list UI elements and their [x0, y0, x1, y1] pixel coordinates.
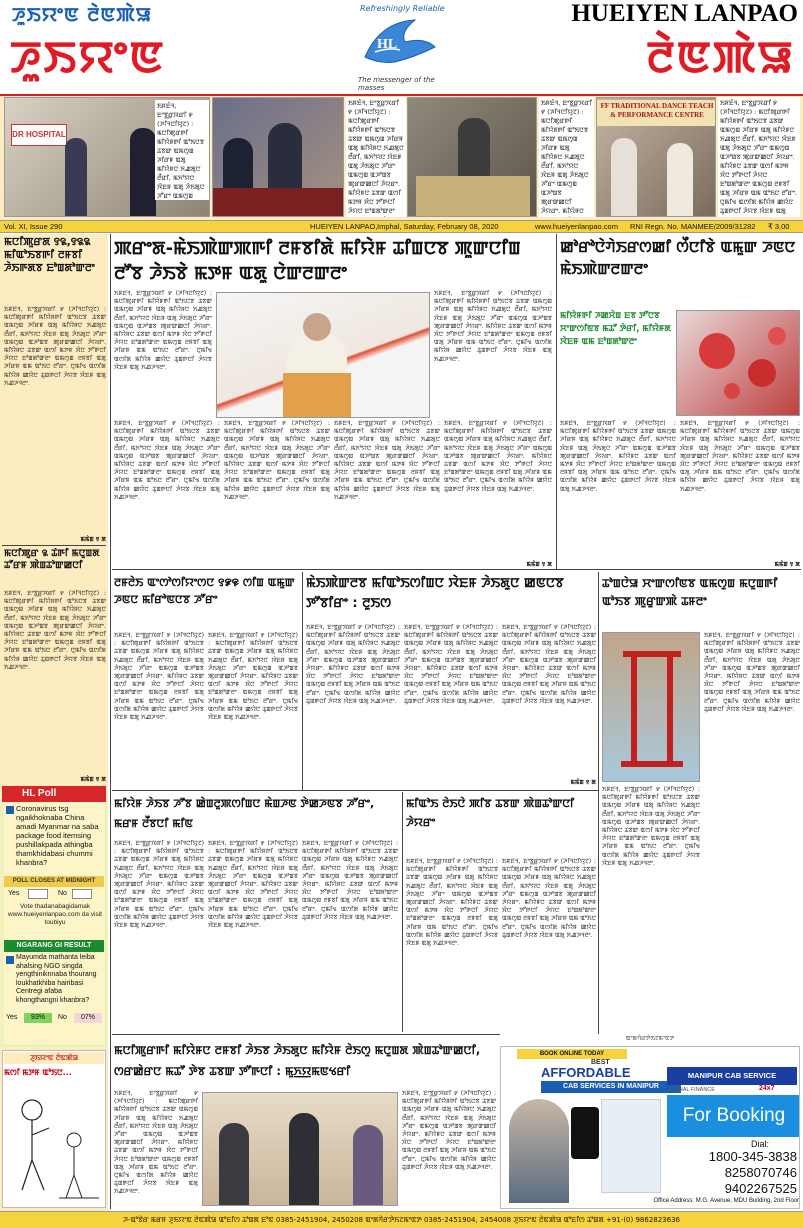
masthead-meitei-big-right: ꯂꯥꯟꯄꯥꯎ	[646, 32, 795, 83]
green-subhead: ꯃꯤꯌꯥꯝꯒꯤ ꯍꯀꯆꯥꯡ ꯐꯕ ꯇꯧꯅꯕ ꯆꯦꯛꯁꯤꯟꯕ ꯃꯊꯧ ꯇꯥꯔꯤ, ꯃꯤꯌꯥꯝꯗ ꯋꯥꯐꯝ ꯑꯃ ꯐꯣꯡꯗꯣꯛꯂꯦ	[560, 311, 671, 347]
byline: ꯃꯃꯥꯡ ꯱ ꯗ	[570, 779, 596, 786]
rni-number: RNI Regn. No. MANMEE/2009/31282	[630, 222, 756, 231]
seized-items	[416, 176, 530, 216]
speaker-head	[303, 313, 331, 341]
ad-phone-1[interactable]: 1800-345-3838	[708, 1149, 797, 1164]
left-story-2-body: ꯏꯝꯐꯥꯜ, ꯐꯦꯕ꯭ꯔꯨꯋꯔꯤ ꯸ (ꯍꯤꯜꯅꯤꯌꯨꯖ) : ꯃꯅꯤꯄꯨꯔꯒꯤ ꯃꯤꯌꯥꯝꯒꯤ ꯑꯣꯏꯅꯕ ꯊꯕꯛ ꯑꯃꯁꯨꯡ ꯍꯤꯔꯝ ꯑꯗꯨ ꯃꯤꯌꯥꯝꯅ ꯈꯉꯗꯨꯅ ꯂꯩꯔꯤ, ꯃꯈꯣꯌꯅ ꯋꯥꯐꯝ ꯑꯗꯨ ꯍꯥꯏꯗꯨꯅ ꯍꯧꯔꯦ ꯑꯃꯁꯨꯡ ꯑꯍꯣꯡꯕ ꯄꯨꯔꯛꯀꯅꯤ ꯍꯥꯌꯔꯦ. ꯃꯤꯌꯥꯝꯅ ꯊꯕꯛ ꯑꯁꯤ ꯃꯇꯝ ꯆꯥꯅ ꯇꯧꯒꯅꯤ ꯍꯥꯌꯅ ꯐꯣꯡꯗꯣꯛꯂꯦ ꯑꯃꯁꯨꯡ ꯂꯝꯕꯤ ꯑꯗꯨ ꯍꯤꯔꯝ ꯑꯃ ꯑꯣꯏꯅ ꯂꯧꯔꯦ. ꯅꯨꯃꯤꯠ ꯑꯁꯤꯗ ꯃꯤꯌꯥꯝ ꯀꯌꯥꯅ ꯊꯨꯡꯒꯅꯤ ꯍꯥꯌꯕ ꯋꯥꯐꯝ ꯑꯗꯨ ꯈꯉꯍꯜꯂꯦ.	[4, 590, 106, 671]
poll-vote-line[interactable]: Vote thadanabagidamak www.hueiyenlanpao.com da visit toubiyu	[8, 903, 102, 926]
poll-result-no-pct: 07%	[74, 1013, 102, 1023]
cartoon-header: ꯍꯨꯏꯌꯦꯟ ꯂꯥꯟꯄꯥꯎ	[4, 1052, 104, 1064]
bottom-headline: ꯃꯅꯤꯄꯨꯔꯒꯤ ꯃꯤꯌꯥꯝꯅ ꯂꯝꯕꯤ ꯍꯥꯏꯕ ꯍꯥꯏꯗꯨꯅ ꯃꯤꯌꯥꯝ ꯂꯥꯏꯁꯨ ꯃꯅꯨꯡꯗ ꯄꯥꯡꯊꯣꯛꯀꯅꯤ, ꯁꯔꯀꯥꯔꯅ ꯃꯊꯧ ꯇꯥꯕ ꯊꯕꯛ ꯇꯧꯒꯅꯤ : ꯃꯨꯈ꯭ꯌꯃꯟꯠꯔꯤ	[114, 1043, 481, 1078]
divider	[112, 569, 556, 570]
main-story-photo	[216, 292, 430, 418]
byline: ꯃꯃꯥꯡ ꯱ ꯗ	[774, 561, 800, 568]
poll-no-checkbox[interactable]	[72, 889, 92, 899]
ad-dial: Dial:	[751, 1139, 770, 1149]
person-figure	[353, 1125, 383, 1206]
divider	[112, 1034, 500, 1035]
mid-story-1-col1: ꯏꯝꯐꯥꯜ, ꯐꯦꯕ꯭ꯔꯨꯋꯔꯤ ꯸ (ꯍꯤꯜꯅꯤꯌꯨꯖ) : ꯃꯅꯤꯄꯨꯔꯒꯤ ꯃꯤꯌꯥꯝꯒꯤ ꯑꯣꯏꯅꯕ ꯊꯕꯛ ꯑꯃꯁꯨꯡ ꯍꯤꯔꯝ ꯑꯗꯨ ꯃꯤꯌꯥꯝꯅ ꯈꯉꯗꯨꯅ ꯂꯩꯔꯤ, ꯃꯈꯣꯌꯅ ꯋꯥꯐꯝ ꯑꯗꯨ ꯍꯥꯏꯗꯨꯅ ꯍꯧꯔꯦ ꯑꯃꯁꯨꯡ ꯑꯍꯣꯡꯕ ꯄꯨꯔꯛꯀꯅꯤ ꯍꯥꯌꯔꯦ. ꯃꯤꯌꯥꯝꯅ ꯊꯕꯛ ꯑꯁꯤ ꯃꯇꯝ ꯆꯥꯅ ꯇꯧꯒꯅꯤ ꯍꯥꯌꯅ ꯐꯣꯡꯗꯣꯛꯂꯦ ꯑꯃꯁꯨꯡ ꯂꯝꯕꯤ ꯑꯗꯨ ꯍꯤꯔꯝ ꯑꯃ ꯑꯣꯏꯅ ꯂꯧꯔꯦ. ꯅꯨꯃꯤꯠ ꯑꯁꯤꯗ ꯃꯤꯌꯥꯝ ꯀꯌꯥꯅ ꯊꯨꯡꯒꯅꯤ ꯍꯥꯌꯕ ꯋꯥꯐꯝ ꯑꯗꯨ ꯈꯉꯍꯜꯂꯦ.	[114, 632, 204, 722]
ad-map-icon	[601, 1099, 661, 1193]
bottom-story-col1: ꯏꯝꯐꯥꯜ, ꯐꯦꯕ꯭ꯔꯨꯋꯔꯤ ꯸ (ꯍꯤꯜꯅꯤꯌꯨꯖ) : ꯃꯅꯤꯄꯨꯔꯒꯤ ꯃꯤꯌꯥꯝꯒꯤ ꯑꯣꯏꯅꯕ ꯊꯕꯛ ꯑꯃꯁꯨꯡ ꯍꯤꯔꯝ ꯑꯗꯨ ꯃꯤꯌꯥꯝꯅ ꯈꯉꯗꯨꯅ ꯂꯩꯔꯤ, ꯃꯈꯣꯌꯅ ꯋꯥꯐꯝ ꯑꯗꯨ ꯍꯥꯏꯗꯨꯅ ꯍꯧꯔꯦ ꯑꯃꯁꯨꯡ ꯑꯍꯣꯡꯕ ꯄꯨꯔꯛꯀꯅꯤ ꯍꯥꯌꯔꯦ. ꯃꯤꯌꯥꯝꯅ ꯊꯕꯛ ꯑꯁꯤ ꯃꯇꯝ ꯆꯥꯅ ꯇꯧꯒꯅꯤ ꯍꯥꯌꯅ ꯐꯣꯡꯗꯣꯛꯂꯦ ꯑꯃꯁꯨꯡ ꯂꯝꯕꯤ ꯑꯗꯨ ꯍꯤꯔꯝ ꯑꯃ ꯑꯣꯏꯅ ꯂꯧꯔꯦ. ꯅꯨꯃꯤꯠ ꯑꯁꯤꯗ ꯃꯤꯌꯥꯝ ꯀꯌꯥꯅ ꯊꯨꯡꯒꯅꯤ ꯍꯥꯌꯕ ꯋꯥꯐꯝ ꯑꯗꯨ ꯈꯉꯍꯜꯂꯦ.	[114, 1090, 198, 1196]
person-figure	[289, 1113, 319, 1206]
phone-icon	[571, 1107, 599, 1159]
main-story-col3b: ꯏꯝꯐꯥꯜ, ꯐꯦꯕ꯭ꯔꯨꯋꯔꯤ ꯸ (ꯍꯤꯜꯅꯤꯌꯨꯖ) : ꯃꯅꯤꯄꯨꯔꯒꯤ ꯃꯤꯌꯥꯝꯒꯤ ꯑꯣꯏꯅꯕ ꯊꯕꯛ ꯑꯃꯁꯨꯡ ꯍꯤꯔꯝ ꯑꯗꯨ ꯃꯤꯌꯥꯝꯅ ꯈꯉꯗꯨꯅ ꯂꯩꯔꯤ, ꯃꯈꯣꯌꯅ ꯋꯥꯐꯝ ꯑꯗꯨ ꯍꯥꯏꯗꯨꯅ ꯍꯧꯔꯦ ꯑꯃꯁꯨꯡ ꯑꯍꯣꯡꯕ ꯄꯨꯔꯛꯀꯅꯤ ꯍꯥꯌꯔꯦ. ꯃꯤꯌꯥꯝꯅ ꯊꯕꯛ ꯑꯁꯤ ꯃꯇꯝ ꯆꯥꯅ ꯇꯧꯒꯅꯤ ꯍꯥꯌꯅ ꯐꯣꯡꯗꯣꯛꯂꯦ ꯑꯃꯁꯨꯡ ꯂꯝꯕꯤ ꯑꯗꯨ ꯍꯤꯔꯝ ꯑꯃ ꯑꯣꯏꯅ ꯂꯧꯔꯦ. ꯅꯨꯃꯤꯠ ꯑꯁꯤꯗ ꯃꯤꯌꯥꯝ ꯀꯌꯥꯅ ꯊꯨꯡꯒꯅꯤ ꯍꯥꯌꯕ ꯋꯥꯐꯝ ꯑꯗꯨ ꯈꯉꯍꯜꯂꯦ.	[334, 420, 440, 501]
ad-phone-2[interactable]: 8258070746	[724, 1165, 797, 1180]
ad-sub: IMPHAL FINANCE	[669, 1087, 715, 1093]
right-story-2-col: ꯏꯝꯐꯥꯜ, ꯐꯦꯕ꯭ꯔꯨꯋꯔꯤ ꯸ (ꯍꯤꯜꯅꯤꯌꯨꯖ) : ꯃꯅꯤꯄꯨꯔꯒꯤ ꯃꯤꯌꯥꯝꯒꯤ ꯑꯣꯏꯅꯕ ꯊꯕꯛ ꯑꯃꯁꯨꯡ ꯍꯤꯔꯝ ꯑꯗꯨ ꯃꯤꯌꯥꯝꯅ ꯈꯉꯗꯨꯅ ꯂꯩꯔꯤ, ꯃꯈꯣꯌꯅ ꯋꯥꯐꯝ ꯑꯗꯨ ꯍꯥꯏꯗꯨꯅ ꯍꯧꯔꯦ ꯑꯃꯁꯨꯡ ꯑꯍꯣꯡꯕ ꯄꯨꯔꯛꯀꯅꯤ ꯍꯥꯌꯔꯦ. ꯃꯤꯌꯥꯝꯅ ꯊꯕꯛ ꯑꯁꯤ ꯃꯇꯝ ꯆꯥꯅ ꯇꯧꯒꯅꯤ ꯍꯥꯌꯅ ꯐꯣꯡꯗꯣꯛꯂꯦ ꯑꯃꯁꯨꯡ ꯂꯝꯕꯤ ꯑꯗꯨ ꯍꯤꯔꯝ ꯑꯃ ꯑꯣꯏꯅ ꯂꯧꯔꯦ. ꯅꯨꯃꯤꯠ ꯑꯁꯤꯗ ꯃꯤꯌꯥꯝ ꯀꯌꯥꯅ ꯊꯨꯡꯒꯅꯤ ꯍꯥꯌꯕ ꯋꯥꯐꯝ ꯑꯗꯨ ꯈꯉꯍꯜꯂꯦ.	[704, 632, 800, 713]
masthead-meitei-small: ꯍꯨꯏꯌꯦꯟ ꯂꯥꯟꯄꯥꯎ	[12, 4, 152, 26]
mid-story-1-col2: ꯏꯝꯐꯥꯜ, ꯐꯦꯕ꯭ꯔꯨꯋꯔꯤ ꯸ (ꯍꯤꯜꯅꯤꯌꯨꯖ) : ꯃꯅꯤꯄꯨꯔꯒꯤ ꯃꯤꯌꯥꯝꯒꯤ ꯑꯣꯏꯅꯕ ꯊꯕꯛ ꯑꯃꯁꯨꯡ ꯍꯤꯔꯝ ꯑꯗꯨ ꯃꯤꯌꯥꯝꯅ ꯈꯉꯗꯨꯅ ꯂꯩꯔꯤ, ꯃꯈꯣꯌꯅ ꯋꯥꯐꯝ ꯑꯗꯨ ꯍꯥꯏꯗꯨꯅ ꯍꯧꯔꯦ ꯑꯃꯁꯨꯡ ꯑꯍꯣꯡꯕ ꯄꯨꯔꯛꯀꯅꯤ ꯍꯥꯌꯔꯦ. ꯃꯤꯌꯥꯝꯅ ꯊꯕꯛ ꯑꯁꯤ ꯃꯇꯝ ꯆꯥꯅ ꯇꯧꯒꯅꯤ ꯍꯥꯌꯅ ꯐꯣꯡꯗꯣꯛꯂꯦ ꯑꯃꯁꯨꯡ ꯂꯝꯕꯤ ꯑꯗꯨ ꯍꯤꯔꯝ ꯑꯃ ꯑꯣꯏꯅ ꯂꯧꯔꯦ. ꯅꯨꯃꯤꯠ ꯑꯁꯤꯗ ꯃꯤꯌꯥꯝ ꯀꯌꯥꯅ ꯊꯨꯡꯒꯅꯤ ꯍꯥꯌꯕ ꯋꯥꯐꯝ ꯑꯗꯨ ꯈꯉꯍꯜꯂꯦ.	[208, 632, 298, 722]
ad-phone-3[interactable]: 9402267525	[724, 1181, 797, 1196]
hospital-sign: DR HOSPITAL	[11, 124, 67, 146]
right-story-2-col2: ꯏꯝꯐꯥꯜ, ꯐꯦꯕ꯭ꯔꯨꯋꯔꯤ ꯸ (ꯍꯤꯜꯅꯤꯌꯨꯖ) : ꯃꯅꯤꯄꯨꯔꯒꯤ ꯃꯤꯌꯥꯝꯒꯤ ꯑꯣꯏꯅꯕ ꯊꯕꯛ ꯑꯃꯁꯨꯡ ꯍꯤꯔꯝ ꯑꯗꯨ ꯃꯤꯌꯥꯝꯅ ꯈꯉꯗꯨꯅ ꯂꯩꯔꯤ, ꯃꯈꯣꯌꯅ ꯋꯥꯐꯝ ꯑꯗꯨ ꯍꯥꯏꯗꯨꯅ ꯍꯧꯔꯦ ꯑꯃꯁꯨꯡ ꯑꯍꯣꯡꯕ ꯄꯨꯔꯛꯀꯅꯤ ꯍꯥꯌꯔꯦ. ꯃꯤꯌꯥꯝꯅ ꯊꯕꯛ ꯑꯁꯤ ꯃꯇꯝ ꯆꯥꯅ ꯇꯧꯒꯅꯤ ꯍꯥꯌꯅ ꯐꯣꯡꯗꯣꯛꯂꯦ ꯑꯃꯁꯨꯡ ꯂꯝꯕꯤ ꯑꯗꯨ ꯍꯤꯔꯝ ꯑꯃ ꯑꯣꯏꯅ ꯂꯧꯔꯦ. ꯅꯨꯃꯤꯠ ꯑꯁꯤꯗ ꯃꯤꯌꯥꯝ ꯀꯌꯥꯅ ꯊꯨꯡꯒꯅꯤ ꯍꯥꯌꯕ ꯋꯥꯐꯝ ꯑꯗꯨ ꯈꯉꯍꯜꯂꯦ.	[602, 786, 700, 867]
bullet-icon	[6, 956, 14, 964]
poll-question: Coronavirus tsg ngaikhoknaba China amadi Myanmar na saba package food itemsing pushillakpada athingba thamkhidabasi chummi khanbra?	[16, 804, 99, 867]
poll-no-label: No	[58, 890, 67, 897]
banner-photo-4	[596, 97, 716, 217]
right-story-col2: ꯏꯝꯐꯥꯜ, ꯐꯦꯕ꯭ꯔꯨꯋꯔꯤ ꯸ (ꯍꯤꯜꯅꯤꯌꯨꯖ) : ꯃꯅꯤꯄꯨꯔꯒꯤ ꯃꯤꯌꯥꯝꯒꯤ ꯑꯣꯏꯅꯕ ꯊꯕꯛ ꯑꯃꯁꯨꯡ ꯍꯤꯔꯝ ꯑꯗꯨ ꯃꯤꯌꯥꯝꯅ ꯈꯉꯗꯨꯅ ꯂꯩꯔꯤ, ꯃꯈꯣꯌꯅ ꯋꯥꯐꯝ ꯑꯗꯨ ꯍꯥꯏꯗꯨꯅ ꯍꯧꯔꯦ ꯑꯃꯁꯨꯡ ꯑꯍꯣꯡꯕ ꯄꯨꯔꯛꯀꯅꯤ ꯍꯥꯌꯔꯦ. ꯃꯤꯌꯥꯝꯅ ꯊꯕꯛ ꯑꯁꯤ ꯃꯇꯝ ꯆꯥꯅ ꯇꯧꯒꯅꯤ ꯍꯥꯌꯅ ꯐꯣꯡꯗꯣꯛꯂꯦ ꯑꯃꯁꯨꯡ ꯂꯝꯕꯤ ꯑꯗꯨ ꯍꯤꯔꯝ ꯑꯃ ꯑꯣꯏꯅ ꯂꯧꯔꯦ. ꯅꯨꯃꯤꯠ ꯑꯁꯤꯗ ꯃꯤꯌꯥꯝ ꯀꯌꯥꯅ ꯊꯨꯡꯒꯅꯤ ꯍꯥꯌꯕ ꯋꯥꯐꯝ ꯑꯗꯨ ꯈꯉꯍꯜꯂꯦ.	[680, 420, 800, 493]
volume-issue: Vol. XI, Issue 290	[4, 222, 63, 231]
ad-top-tag: BOOK ONLINE TODAY	[517, 1049, 627, 1059]
mid-story-2-col3: ꯏꯝꯐꯥꯜ, ꯐꯦꯕ꯭ꯔꯨꯋꯔꯤ ꯸ (ꯍꯤꯜꯅꯤꯌꯨꯖ) : ꯃꯅꯤꯄꯨꯔꯒꯤ ꯃꯤꯌꯥꯝꯒꯤ ꯑꯣꯏꯅꯕ ꯊꯕꯛ ꯑꯃꯁꯨꯡ ꯍꯤꯔꯝ ꯑꯗꯨ ꯃꯤꯌꯥꯝꯅ ꯈꯉꯗꯨꯅ ꯂꯩꯔꯤ, ꯃꯈꯣꯌꯅ ꯋꯥꯐꯝ ꯑꯗꯨ ꯍꯥꯏꯗꯨꯅ ꯍꯧꯔꯦ ꯑꯃꯁꯨꯡ ꯑꯍꯣꯡꯕ ꯄꯨꯔꯛꯀꯅꯤ ꯍꯥꯌꯔꯦ. ꯃꯤꯌꯥꯝꯅ ꯊꯕꯛ ꯑꯁꯤ ꯃꯇꯝ ꯆꯥꯅ ꯇꯧꯒꯅꯤ ꯍꯥꯌꯅ ꯐꯣꯡꯗꯣꯛꯂꯦ ꯑꯃꯁꯨꯡ ꯂꯝꯕꯤ ꯑꯗꯨ ꯍꯤꯔꯝ ꯑꯃ ꯑꯣꯏꯅ ꯂꯧꯔꯦ. ꯅꯨꯃꯤꯠ ꯑꯁꯤꯗ ꯃꯤꯌꯥꯝ ꯀꯌꯥꯅ ꯊꯨꯡꯒꯅꯤ ꯍꯥꯌꯕ ꯋꯥꯐꯝ ꯑꯗꯨ ꯈꯉꯍꯜꯂꯦ.	[502, 624, 596, 705]
mid-headline-2: ꯃꯥꯏꯄꯥꯛꯂꯕ ꯃꯤꯑꯣꯏꯁꯤꯡꯅ ꯋꯥꯐꯝ ꯍꯥꯏꯗꯨꯅ ꯀꯟꯅꯕ ꯇꯧꯕꯤꯔꯦ : ꯂꯨꯏꯁ	[306, 576, 564, 611]
tagline: Refreshingly Reliable	[360, 4, 445, 13]
poll-result-yes-pct: 93%	[24, 1013, 52, 1023]
row3-headline-2: ꯃꯤꯑꯣꯏ ꯂꯥꯏꯅꯥ ꯄꯤꯕ ꯊꯕꯛ ꯄꯥꯡꯊꯣꯛꯅꯤ ꯍꯥꯌꯔꯦ	[406, 797, 575, 829]
cab-service-ad[interactable]	[500, 1046, 800, 1209]
main-headline: ꯄꯔꯦꯗ-ꯃꯥꯏꯄꯥꯛꯄꯒꯤ ꯂꯝꯕꯤꯗꯥ ꯃꯤꯌꯥꯝ ꯊꯤꯡꯅꯕ ꯄꯨꯛꯅꯤꯡ ꯂꯧꯕ ꯍꯥꯏꯕꯥ ꯃꯇꯝ ꯑꯗꯨ ꯅꯥꯛꯂꯛꯂꯦ	[114, 238, 521, 284]
divider	[556, 569, 801, 570]
table-cover	[213, 188, 344, 217]
ad-office-address: Office Address: M.G. Avenue, MDU Building, 2nd Floor	[653, 1198, 799, 1204]
dance-centre-banner: FF TRADITIONAL DANCE TEACH & PERFORMANCE CENTRE	[597, 100, 716, 126]
person-figure	[611, 138, 637, 217]
banner-photo-3	[407, 97, 537, 217]
row3-story-2-col1: ꯏꯝꯐꯥꯜ, ꯐꯦꯕ꯭ꯔꯨꯋꯔꯤ ꯸ (ꯍꯤꯜꯅꯤꯌꯨꯖ) : ꯃꯅꯤꯄꯨꯔꯒꯤ ꯃꯤꯌꯥꯝꯒꯤ ꯑꯣꯏꯅꯕ ꯊꯕꯛ ꯑꯃꯁꯨꯡ ꯍꯤꯔꯝ ꯑꯗꯨ ꯃꯤꯌꯥꯝꯅ ꯈꯉꯗꯨꯅ ꯂꯩꯔꯤ, ꯃꯈꯣꯌꯅ ꯋꯥꯐꯝ ꯑꯗꯨ ꯍꯥꯏꯗꯨꯅ ꯍꯧꯔꯦ ꯑꯃꯁꯨꯡ ꯑꯍꯣꯡꯕ ꯄꯨꯔꯛꯀꯅꯤ ꯍꯥꯌꯔꯦ. ꯃꯤꯌꯥꯝꯅ ꯊꯕꯛ ꯑꯁꯤ ꯃꯇꯝ ꯆꯥꯅ ꯇꯧꯒꯅꯤ ꯍꯥꯌꯅ ꯐꯣꯡꯗꯣꯛꯂꯦ ꯑꯃꯁꯨꯡ ꯂꯝꯕꯤ ꯑꯗꯨ ꯍꯤꯔꯝ ꯑꯃ ꯑꯣꯏꯅ ꯂꯧꯔꯦ. ꯅꯨꯃꯤꯠ ꯑꯁꯤꯗ ꯃꯤꯌꯥꯝ ꯀꯌꯥꯅ ꯊꯨꯡꯒꯅꯤ ꯍꯥꯌꯕ ꯋꯥꯐꯝ ꯑꯗꯨ ꯈꯉꯍꯜꯂꯦ.	[406, 858, 498, 948]
price: ₹ 3.00	[768, 222, 790, 231]
logo-initials: HL	[377, 37, 398, 52]
main-story-col2b: ꯏꯝꯐꯥꯜ, ꯐꯦꯕ꯭ꯔꯨꯋꯔꯤ ꯸ (ꯍꯤꯜꯅꯤꯌꯨꯖ) : ꯃꯅꯤꯄꯨꯔꯒꯤ ꯃꯤꯌꯥꯝꯒꯤ ꯑꯣꯏꯅꯕ ꯊꯕꯛ ꯑꯃꯁꯨꯡ ꯍꯤꯔꯝ ꯑꯗꯨ ꯃꯤꯌꯥꯝꯅ ꯈꯉꯗꯨꯅ ꯂꯩꯔꯤ, ꯃꯈꯣꯌꯅ ꯋꯥꯐꯝ ꯑꯗꯨ ꯍꯥꯏꯗꯨꯅ ꯍꯧꯔꯦ ꯑꯃꯁꯨꯡ ꯑꯍꯣꯡꯕ ꯄꯨꯔꯛꯀꯅꯤ ꯍꯥꯌꯔꯦ. ꯃꯤꯌꯥꯝꯅ ꯊꯕꯛ ꯑꯁꯤ ꯃꯇꯝ ꯆꯥꯅ ꯇꯧꯒꯅꯤ ꯍꯥꯌꯅ ꯐꯣꯡꯗꯣꯛꯂꯦ ꯑꯃꯁꯨꯡ ꯂꯝꯕꯤ ꯑꯗꯨ ꯍꯤꯔꯝ ꯑꯃ ꯑꯣꯏꯅ ꯂꯧꯔꯦ. ꯅꯨꯃꯤꯠ ꯑꯁꯤꯗ ꯃꯤꯌꯥꯝ ꯀꯌꯥꯅ ꯊꯨꯡꯒꯅꯤ ꯍꯥꯌꯕ ꯋꯥꯐꯝ ꯑꯗꯨ ꯈꯉꯍꯜꯂꯦ.	[224, 420, 330, 501]
poll-result-question: Mayumda mathanta leiba ahalsing NGO singda yengthiniknnaba thourang loukhatkhiba hairibasi Centregi afaba khongthangni khanbra?	[16, 954, 97, 1004]
info-bar	[0, 220, 803, 233]
paper-name: HUEIYEN LANPAO,	[310, 222, 378, 231]
mid-headline-1: ꯂꯝꯂꯥꯏ ꯑꯦꯁꯣꯁꯤꯌꯦꯁꯅ ꯱꯹꯶ ꯁꯤꯡ ꯑꯃꯨꯛ ꯍꯟꯅ ꯃꯤꯔꯣꯟꯅꯕ ꯍꯧꯔꯦ	[114, 576, 295, 606]
poll-result-no-label: No	[58, 1014, 67, 1021]
place-date: Imphal, Saturday, February 08, 2020	[377, 222, 499, 231]
column-rule	[556, 234, 557, 569]
row3-story-2-col2: ꯏꯝꯐꯥꯜ, ꯐꯦꯕ꯭ꯔꯨꯋꯔꯤ ꯸ (ꯍꯤꯜꯅꯤꯌꯨꯖ) : ꯃꯅꯤꯄꯨꯔꯒꯤ ꯃꯤꯌꯥꯝꯒꯤ ꯑꯣꯏꯅꯕ ꯊꯕꯛ ꯑꯃꯁꯨꯡ ꯍꯤꯔꯝ ꯑꯗꯨ ꯃꯤꯌꯥꯝꯅ ꯈꯉꯗꯨꯅ ꯂꯩꯔꯤ, ꯃꯈꯣꯌꯅ ꯋꯥꯐꯝ ꯑꯗꯨ ꯍꯥꯏꯗꯨꯅ ꯍꯧꯔꯦ ꯑꯃꯁꯨꯡ ꯑꯍꯣꯡꯕ ꯄꯨꯔꯛꯀꯅꯤ ꯍꯥꯌꯔꯦ. ꯃꯤꯌꯥꯝꯅ ꯊꯕꯛ ꯑꯁꯤ ꯃꯇꯝ ꯆꯥꯅ ꯇꯧꯒꯅꯤ ꯍꯥꯌꯅ ꯐꯣꯡꯗꯣꯛꯂꯦ ꯑꯃꯁꯨꯡ ꯂꯝꯕꯤ ꯑꯗꯨ ꯍꯤꯔꯝ ꯑꯃ ꯑꯣꯏꯅ ꯂꯧꯔꯦ. ꯅꯨꯃꯤꯠ ꯑꯁꯤꯗ ꯃꯤꯌꯥꯝ ꯀꯌꯥꯅ ꯊꯨꯡꯒꯅꯤ ꯍꯥꯌꯕ ꯋꯥꯐꯝ ꯑꯗꯨ ꯈꯉꯍꯜꯂꯦ.	[502, 858, 596, 939]
poll-title: HL Poll	[2, 786, 106, 802]
press-meet-photo	[202, 1092, 398, 1206]
banner-teaser-text: ꯏꯝꯐꯥꯜ, ꯐꯦꯕ꯭ꯔꯨꯋꯔꯤ ꯸ (ꯍꯤꯜꯅꯤꯌꯨꯖ) : ꯃꯅꯤꯄꯨꯔꯒꯤ ꯃꯤꯌꯥꯝꯒꯤ ꯑꯣꯏꯅꯕ ꯊꯕꯛ ꯑꯃꯁꯨꯡ ꯍꯤꯔꯝ ꯑꯗꯨ ꯃꯤꯌꯥꯝꯅ ꯈꯉꯗꯨꯅ ꯂꯩꯔꯤ, ꯃꯈꯣꯌꯅ ꯋꯥꯐꯝ ꯑꯗꯨ ꯍꯥꯏꯗꯨꯅ ꯍꯧꯔꯦ ꯑꯃꯁꯨꯡ	[155, 100, 209, 200]
speaker-vest	[283, 373, 351, 418]
row3-story-1-col2: ꯏꯝꯐꯥꯜ, ꯐꯦꯕ꯭ꯔꯨꯋꯔꯤ ꯸ (ꯍꯤꯜꯅꯤꯌꯨꯖ) : ꯃꯅꯤꯄꯨꯔꯒꯤ ꯃꯤꯌꯥꯝꯒꯤ ꯑꯣꯏꯅꯕ ꯊꯕꯛ ꯑꯃꯁꯨꯡ ꯍꯤꯔꯝ ꯑꯗꯨ ꯃꯤꯌꯥꯝꯅ ꯈꯉꯗꯨꯅ ꯂꯩꯔꯤ, ꯃꯈꯣꯌꯅ ꯋꯥꯐꯝ ꯑꯗꯨ ꯍꯥꯏꯗꯨꯅ ꯍꯧꯔꯦ ꯑꯃꯁꯨꯡ ꯑꯍꯣꯡꯕ ꯄꯨꯔꯛꯀꯅꯤ ꯍꯥꯌꯔꯦ. ꯃꯤꯌꯥꯝꯅ ꯊꯕꯛ ꯑꯁꯤ ꯃꯇꯝ ꯆꯥꯅ ꯇꯧꯒꯅꯤ ꯍꯥꯌꯅ ꯐꯣꯡꯗꯣꯛꯂꯦ ꯑꯃꯁꯨꯡ ꯂꯝꯕꯤ ꯑꯗꯨ ꯍꯤꯔꯝ ꯑꯃ ꯑꯣꯏꯅ ꯂꯧꯔꯦ. ꯅꯨꯃꯤꯠ ꯑꯁꯤꯗ ꯃꯤꯌꯥꯝ ꯀꯌꯥꯅ ꯊꯨꯡꯒꯅꯤ ꯍꯥꯌꯕ ꯋꯥꯐꯝ ꯑꯗꯨ ꯈꯉꯍꯜꯂꯦ.	[208, 840, 298, 930]
press-machine-photo	[602, 632, 700, 782]
byline: ꯃꯃꯥꯡ ꯱ ꯗ	[80, 776, 106, 783]
divider	[112, 790, 598, 791]
column-rule	[110, 234, 111, 1209]
row3-story-1-col3: ꯏꯝꯐꯥꯜ, ꯐꯦꯕ꯭ꯔꯨꯋꯔꯤ ꯸ (ꯍꯤꯜꯅꯤꯌꯨꯖ) : ꯃꯅꯤꯄꯨꯔꯒꯤ ꯃꯤꯌꯥꯝꯒꯤ ꯑꯣꯏꯅꯕ ꯊꯕꯛ ꯑꯃꯁꯨꯡ ꯍꯤꯔꯝ ꯑꯗꯨ ꯃꯤꯌꯥꯝꯅ ꯈꯉꯗꯨꯅ ꯂꯩꯔꯤ, ꯃꯈꯣꯌꯅ ꯋꯥꯐꯝ ꯑꯗꯨ ꯍꯥꯏꯗꯨꯅ ꯍꯧꯔꯦ ꯑꯃꯁꯨꯡ ꯑꯍꯣꯡꯕ ꯄꯨꯔꯛꯀꯅꯤ ꯍꯥꯌꯔꯦ. ꯃꯤꯌꯥꯝꯅ ꯊꯕꯛ ꯑꯁꯤ ꯃꯇꯝ ꯆꯥꯅ ꯇꯧꯒꯅꯤ ꯍꯥꯌꯅ ꯐꯣꯡꯗꯣꯛꯂꯦ ꯑꯃꯁꯨꯡ ꯂꯝꯕꯤ ꯑꯗꯨ ꯍꯤꯔꯝ ꯑꯃ ꯑꯣꯏꯅ ꯂꯧꯔꯦ. ꯅꯨꯃꯤꯠ ꯑꯁꯤꯗ ꯃꯤꯌꯥꯝ ꯀꯌꯥꯅ ꯊꯨꯡꯒꯅꯤ ꯍꯥꯌꯕ ꯋꯥꯐꯝ ꯑꯗꯨ ꯈꯉꯍꯜꯂꯦ.	[302, 840, 398, 921]
poll-result-title: NGARANG GI RESULT	[4, 940, 104, 952]
banner-photo-1	[4, 97, 210, 217]
masthead-english-title: HUEIYEN LANPAO	[571, 0, 798, 27]
cartoon-drawing-icon	[4, 1080, 104, 1206]
poll-yes-label: Yes	[8, 890, 20, 897]
right-headline-2: ꯊꯣꯡꯅꯥꯎ ꯆꯦꯛꯁꯤꯟꯕ ꯑꯃꯁꯨꯡ ꯃꯅꯨꯡꯒꯤ ꯑꯣꯏꯕ ꯄꯨꯔꯨꯛꯄꯥ ꯊꯝꯂꯦ	[602, 576, 778, 608]
ad-affordable: AFFORDABLE	[541, 1065, 631, 1080]
ad-best: BEST	[591, 1059, 610, 1066]
banner-teaser-text: ꯏꯝꯐꯥꯜ, ꯐꯦꯕ꯭ꯔꯨꯋꯔꯤ ꯸ (ꯍꯤꯜꯅꯤꯌꯨꯖ) : ꯃꯅꯤꯄꯨꯔꯒꯤ ꯃꯤꯌꯥꯝꯒꯤ ꯑꯣꯏꯅꯕ ꯊꯕꯛ ꯑꯃꯁꯨꯡ ꯍꯤꯔꯝ ꯑꯗꯨ ꯃꯤꯌꯥꯝꯅ ꯈꯉꯗꯨꯅ ꯂꯩꯔꯤ, ꯃꯈꯣꯌꯅ ꯋꯥꯐꯝ ꯑꯗꯨ ꯍꯥꯏꯗꯨꯅ ꯍꯧꯔꯦ ꯑꯃꯁꯨꯡ ꯑꯍꯣꯡꯕ ꯄꯨꯔꯛꯀꯅꯤ ꯍꯥꯌꯔꯦ. ꯃꯤꯌꯥꯝꯅ ꯊꯕꯛ ꯑꯁꯤ ꯃꯇꯝ ꯆꯥꯅ ꯇꯧꯒꯅꯤ ꯍꯥꯌꯅ ꯐꯣꯡꯗꯣꯛꯂꯦ	[346, 97, 406, 217]
banner-teaser-text: ꯏꯝꯐꯥꯜ, ꯐꯦꯕ꯭ꯔꯨꯋꯔꯤ ꯸ (ꯍꯤꯜꯅꯤꯌꯨꯖ) : ꯃꯅꯤꯄꯨꯔꯒꯤ ꯃꯤꯌꯥꯝꯒꯤ ꯑꯣꯏꯅꯕ ꯊꯕꯛ ꯑꯃꯁꯨꯡ ꯍꯤꯔꯝ ꯑꯗꯨ ꯃꯤꯌꯥꯝꯅ ꯈꯉꯗꯨꯅ ꯂꯩꯔꯤ, ꯃꯈꯣꯌꯅ ꯋꯥꯐꯝ ꯑꯗꯨ ꯍꯥꯏꯗꯨꯅ ꯍꯧꯔꯦ ꯑꯃꯁꯨꯡ ꯑꯍꯣꯡꯕ ꯄꯨꯔꯛꯀꯅꯤ ꯍꯥꯌꯔꯦ. ꯃꯤꯌꯥꯝꯅ	[539, 97, 594, 217]
banner-photo-2	[212, 97, 344, 217]
main-story-col4b: ꯏꯝꯐꯥꯜ, ꯐꯦꯕ꯭ꯔꯨꯋꯔꯤ ꯸ (ꯍꯤꯜꯅꯤꯌꯨꯖ) : ꯃꯅꯤꯄꯨꯔꯒꯤ ꯃꯤꯌꯥꯝꯒꯤ ꯑꯣꯏꯅꯕ ꯊꯕꯛ ꯑꯃꯁꯨꯡ ꯍꯤꯔꯝ ꯑꯗꯨ ꯃꯤꯌꯥꯝꯅ ꯈꯉꯗꯨꯅ ꯂꯩꯔꯤ, ꯃꯈꯣꯌꯅ ꯋꯥꯐꯝ ꯑꯗꯨ ꯍꯥꯏꯗꯨꯅ ꯍꯧꯔꯦ ꯑꯃꯁꯨꯡ ꯑꯍꯣꯡꯕ ꯄꯨꯔꯛꯀꯅꯤ ꯍꯥꯌꯔꯦ. ꯃꯤꯌꯥꯝꯅ ꯊꯕꯛ ꯑꯁꯤ ꯃꯇꯝ ꯆꯥꯅ ꯇꯧꯒꯅꯤ ꯍꯥꯌꯅ ꯐꯣꯡꯗꯣꯛꯂꯦ ꯑꯃꯁꯨꯡ ꯂꯝꯕꯤ ꯑꯗꯨ ꯍꯤꯔꯝ ꯑꯃ ꯑꯣꯏꯅ ꯂꯧꯔꯦ. ꯅꯨꯃꯤꯠ ꯑꯁꯤꯗ ꯃꯤꯌꯥꯝ ꯀꯌꯥꯅ ꯊꯨꯡꯒꯅꯤ ꯍꯥꯌꯕ ꯋꯥꯐꯝ ꯑꯗꯨ ꯈꯉꯍꯜꯂꯦ.	[444, 420, 552, 493]
byline: ꯃꯃꯥꯡ ꯱ ꯗ	[80, 536, 106, 543]
person-figure	[65, 138, 87, 217]
right-headline: ꯀꯣꯔꯣꯅꯥꯚꯥꯏꯔꯁꯀꯤ ꯁꯩꯅꯤꯕꯥ ꯑꯃꯨꯛ ꯍꯟꯅ ꯃꯥꯏꯄꯥꯛꯂꯛꯂꯦ	[560, 238, 796, 278]
poll-closes: POLL CLOSES AT MIDNIGHT	[4, 876, 104, 887]
row3-headline-1: ꯃꯤꯌꯥꯝ ꯍꯥꯏꯕ ꯍꯧꯕ ꯀꯥꯡꯂꯨꯄꯁꯤꯡꯅ ꯃꯥꯡꯍꯟ ꯇꯥꯀꯍꯟꯕ ꯍꯧꯔꯦ, ꯃꯔꯝ ꯂꯩꯕꯅꯤ ꯃꯤꯟ	[114, 797, 375, 830]
mid-story-2-col1: ꯏꯝꯐꯥꯜ, ꯐꯦꯕ꯭ꯔꯨꯋꯔꯤ ꯸ (ꯍꯤꯜꯅꯤꯌꯨꯖ) : ꯃꯅꯤꯄꯨꯔꯒꯤ ꯃꯤꯌꯥꯝꯒꯤ ꯑꯣꯏꯅꯕ ꯊꯕꯛ ꯑꯃꯁꯨꯡ ꯍꯤꯔꯝ ꯑꯗꯨ ꯃꯤꯌꯥꯝꯅ ꯈꯉꯗꯨꯅ ꯂꯩꯔꯤ, ꯃꯈꯣꯌꯅ ꯋꯥꯐꯝ ꯑꯗꯨ ꯍꯥꯏꯗꯨꯅ ꯍꯧꯔꯦ ꯑꯃꯁꯨꯡ ꯑꯍꯣꯡꯕ ꯄꯨꯔꯛꯀꯅꯤ ꯍꯥꯌꯔꯦ. ꯃꯤꯌꯥꯝꯅ ꯊꯕꯛ ꯑꯁꯤ ꯃꯇꯝ ꯆꯥꯅ ꯇꯧꯒꯅꯤ ꯍꯥꯌꯅ ꯐꯣꯡꯗꯣꯛꯂꯦ ꯑꯃꯁꯨꯡ ꯂꯝꯕꯤ ꯑꯗꯨ ꯍꯤꯔꯝ ꯑꯃ ꯑꯣꯏꯅ ꯂꯧꯔꯦ. ꯅꯨꯃꯤꯠ ꯑꯁꯤꯗ ꯃꯤꯌꯥꯝ ꯀꯌꯥꯅ ꯊꯨꯡꯒꯅꯤ ꯍꯥꯌꯕ ꯋꯥꯐꯝ ꯑꯗꯨ ꯈꯉꯍꯜꯂꯦ.	[306, 624, 400, 705]
person-figure	[667, 143, 693, 217]
column-rule	[598, 572, 599, 1034]
main-story-col4: ꯏꯝꯐꯥꯜ, ꯐꯦꯕ꯭ꯔꯨꯋꯔꯤ ꯸ (ꯍꯤꯜꯅꯤꯌꯨꯖ) : ꯃꯅꯤꯄꯨꯔꯒꯤ ꯃꯤꯌꯥꯝꯒꯤ ꯑꯣꯏꯅꯕ ꯊꯕꯛ ꯑꯃꯁꯨꯡ ꯍꯤꯔꯝ ꯑꯗꯨ ꯃꯤꯌꯥꯝꯅ ꯈꯉꯗꯨꯅ ꯂꯩꯔꯤ, ꯃꯈꯣꯌꯅ ꯋꯥꯐꯝ ꯑꯗꯨ ꯍꯥꯏꯗꯨꯅ ꯍꯧꯔꯦ ꯑꯃꯁꯨꯡ ꯑꯍꯣꯡꯕ ꯄꯨꯔꯛꯀꯅꯤ ꯍꯥꯌꯔꯦ. ꯃꯤꯌꯥꯝꯅ ꯊꯕꯛ ꯑꯁꯤ ꯃꯇꯝ ꯆꯥꯅ ꯇꯧꯒꯅꯤ ꯍꯥꯌꯅ ꯐꯣꯡꯗꯣꯛꯂꯦ ꯑꯃꯁꯨꯡ ꯂꯝꯕꯤ ꯑꯗꯨ ꯍꯤꯔꯝ ꯑꯃ ꯑꯣꯏꯅ ꯂꯧꯔꯦ. ꯅꯨꯃꯤꯠ ꯑꯁꯤꯗ ꯃꯤꯌꯥꯝ ꯀꯌꯥꯅ ꯊꯨꯡꯒꯅꯤ ꯍꯥꯌꯕ ꯋꯥꯐꯝ ꯑꯗꯨ ꯈꯉꯍꯜꯂꯦ.	[434, 290, 552, 363]
column-rule	[302, 572, 303, 790]
poll-result-yes-label: Yes	[6, 1014, 18, 1021]
person-figure	[219, 1123, 249, 1206]
ad-brand-sub: 24x7	[759, 1085, 775, 1092]
banner-teaser-text: ꯏꯝꯐꯥꯜ, ꯐꯦꯕ꯭ꯔꯨꯋꯔꯤ ꯸ (ꯍꯤꯜꯅꯤꯌꯨꯖ) : ꯃꯅꯤꯄꯨꯔꯒꯤ ꯃꯤꯌꯥꯝꯒꯤ ꯑꯣꯏꯅꯕ ꯊꯕꯛ ꯑꯃꯁꯨꯡ ꯍꯤꯔꯝ ꯑꯗꯨ ꯃꯤꯌꯥꯝꯅ ꯈꯉꯗꯨꯅ ꯂꯩꯔꯤ, ꯃꯈꯣꯌꯅ ꯋꯥꯐꯝ ꯑꯗꯨ ꯍꯥꯏꯗꯨꯅ ꯍꯧꯔꯦ ꯑꯃꯁꯨꯡ ꯑꯍꯣꯡꯕ ꯄꯨꯔꯛꯀꯅꯤ ꯍꯥꯌꯔꯦ. ꯃꯤꯌꯥꯝꯅ ꯊꯕꯛ ꯑꯁꯤ ꯃꯇꯝ ꯆꯥꯅ ꯇꯧꯒꯅꯤ ꯍꯥꯌꯅ ꯐꯣꯡꯗꯣꯛꯂꯦ ꯑꯃꯁꯨꯡ ꯂꯝꯕꯤ ꯑꯗꯨ ꯍꯤꯔꯝ ꯑꯃ ꯑꯣꯏꯅ ꯂꯧꯔꯦ. ꯅꯨꯃꯤꯠ ꯑꯁꯤꯗ ꯃꯤꯌꯥꯝ ꯀꯌꯥꯅ ꯊꯨꯡꯒꯅꯤ ꯍꯥꯌꯕ ꯋꯥꯐꯝ ꯑꯗꯨ	[718, 97, 800, 217]
ad-for-booking: For Booking	[667, 1095, 800, 1137]
bullet-icon	[6, 806, 14, 814]
left-headline-1: ꯃꯅꯤꯄꯨꯔꯗ ꯱꯲,꯱꯲꯲ ꯃꯤꯑꯣꯏꯕꯒꯤ ꯂꯝꯕꯤ ꯍꯥꯏꯒꯗꯕ ꯐꯣꯡꯗꯣꯛꯂꯦ	[4, 236, 95, 274]
ad-cab-services: CAB SERVICES IN MANIPUR	[541, 1081, 681, 1093]
message-line: The messenger of the masses	[358, 76, 435, 92]
bottom-story-col3: ꯏꯝꯐꯥꯜ, ꯐꯦꯕ꯭ꯔꯨꯋꯔꯤ ꯸ (ꯍꯤꯜꯅꯤꯌꯨꯖ) : ꯃꯅꯤꯄꯨꯔꯒꯤ ꯃꯤꯌꯥꯝꯒꯤ ꯑꯣꯏꯅꯕ ꯊꯕꯛ ꯑꯃꯁꯨꯡ ꯍꯤꯔꯝ ꯑꯗꯨ ꯃꯤꯌꯥꯝꯅ ꯈꯉꯗꯨꯅ ꯂꯩꯔꯤ, ꯃꯈꯣꯌꯅ ꯋꯥꯐꯝ ꯑꯗꯨ ꯍꯥꯏꯗꯨꯅ ꯍꯧꯔꯦ ꯑꯃꯁꯨꯡ ꯑꯍꯣꯡꯕ ꯄꯨꯔꯛꯀꯅꯤ ꯍꯥꯌꯔꯦ. ꯃꯤꯌꯥꯝꯅ ꯊꯕꯛ ꯑꯁꯤ ꯃꯇꯝ ꯆꯥꯅ ꯇꯧꯒꯅꯤ ꯍꯥꯌꯅ ꯐꯣꯡꯗꯣꯛꯂꯦ ꯑꯃꯁꯨꯡ ꯂꯝꯕꯤ ꯑꯗꯨ ꯍꯤꯔꯝ ꯑꯃ ꯑꯣꯏꯅ ꯂꯧꯔꯦ. ꯅꯨꯃꯤꯠ ꯑꯁꯤꯗ ꯃꯤꯌꯥꯝ ꯀꯌꯥꯅ ꯊꯨꯡꯒꯅꯤ ꯍꯥꯌꯕ ꯋꯥꯐꯝ ꯑꯗꯨ ꯈꯉꯍꯜꯂꯦ.	[402, 1090, 496, 1171]
right-story-col1: ꯏꯝꯐꯥꯜ, ꯐꯦꯕ꯭ꯔꯨꯋꯔꯤ ꯸ (ꯍꯤꯜꯅꯤꯌꯨꯖ) : ꯃꯅꯤꯄꯨꯔꯒꯤ ꯃꯤꯌꯥꯝꯒꯤ ꯑꯣꯏꯅꯕ ꯊꯕꯛ ꯑꯃꯁꯨꯡ ꯍꯤꯔꯝ ꯑꯗꯨ ꯃꯤꯌꯥꯝꯅ ꯈꯉꯗꯨꯅ ꯂꯩꯔꯤ, ꯃꯈꯣꯌꯅ ꯋꯥꯐꯝ ꯑꯗꯨ ꯍꯥꯏꯗꯨꯅ ꯍꯧꯔꯦ ꯑꯃꯁꯨꯡ ꯑꯍꯣꯡꯕ ꯄꯨꯔꯛꯀꯅꯤ ꯍꯥꯌꯔꯦ. ꯃꯤꯌꯥꯝꯅ ꯊꯕꯛ ꯑꯁꯤ ꯃꯇꯝ ꯆꯥꯅ ꯇꯧꯒꯅꯤ ꯍꯥꯌꯅ ꯐꯣꯡꯗꯣꯛꯂꯦ ꯑꯃꯁꯨꯡ ꯂꯝꯕꯤ ꯑꯗꯨ ꯍꯤꯔꯝ ꯑꯃ ꯑꯣꯏꯅ ꯂꯧꯔꯦ. ꯅꯨꯃꯤꯠ ꯑꯁꯤꯗ ꯃꯤꯌꯥꯝ ꯀꯌꯥꯅ ꯊꯨꯡꯒꯅꯤ ꯍꯥꯌꯕ ꯋꯥꯐꯝ ꯑꯗꯨ ꯈꯉꯍꯜꯂꯦ.	[560, 420, 676, 493]
ad-brand: MANIPUR CAB SERVICE	[667, 1067, 797, 1085]
main-story-col1: ꯏꯝꯐꯥꯜ, ꯐꯦꯕ꯭ꯔꯨꯋꯔꯤ ꯸ (ꯍꯤꯜꯅꯤꯌꯨꯖ) : ꯃꯅꯤꯄꯨꯔꯒꯤ ꯃꯤꯌꯥꯝꯒꯤ ꯑꯣꯏꯅꯕ ꯊꯕꯛ ꯑꯃꯁꯨꯡ ꯍꯤꯔꯝ ꯑꯗꯨ ꯃꯤꯌꯥꯝꯅ ꯈꯉꯗꯨꯅ ꯂꯩꯔꯤ, ꯃꯈꯣꯌꯅ ꯋꯥꯐꯝ ꯑꯗꯨ ꯍꯥꯏꯗꯨꯅ ꯍꯧꯔꯦ ꯑꯃꯁꯨꯡ ꯑꯍꯣꯡꯕ ꯄꯨꯔꯛꯀꯅꯤ ꯍꯥꯌꯔꯦ. ꯃꯤꯌꯥꯝꯅ ꯊꯕꯛ ꯑꯁꯤ ꯃꯇꯝ ꯆꯥꯅ ꯇꯧꯒꯅꯤ ꯍꯥꯌꯅ ꯐꯣꯡꯗꯣꯛꯂꯦ ꯑꯃꯁꯨꯡ ꯂꯝꯕꯤ ꯑꯗꯨ ꯍꯤꯔꯝ ꯑꯃ ꯑꯣꯏꯅ ꯂꯧꯔꯦ. ꯅꯨꯃꯤꯠ ꯑꯁꯤꯗ ꯃꯤꯌꯥꯝ ꯀꯌꯥꯅ ꯊꯨꯡꯒꯅꯤ ꯍꯥꯌꯕ ꯋꯥꯐꯝ ꯑꯗꯨ ꯈꯉꯍꯜꯂꯦ.	[114, 290, 212, 371]
cartoon-caption: ꯃꯁꯤ ꯃꯇꯝ ꯑꯣꯏꯅ...	[4, 1068, 72, 1077]
coronavirus-photo	[676, 310, 800, 416]
person-figure	[458, 118, 490, 178]
divider	[2, 545, 106, 546]
ad-label: ꯑꯦꯗꯚꯥꯔꯇꯥꯏꯖꯃꯦꯟꯇ	[625, 1035, 675, 1042]
ad-model-figure	[509, 1099, 569, 1203]
poll-yes-checkbox[interactable]	[28, 889, 48, 899]
main-story-col1b: ꯏꯝꯐꯥꯜ, ꯐꯦꯕ꯭ꯔꯨꯋꯔꯤ ꯸ (ꯍꯤꯜꯅꯤꯌꯨꯖ) : ꯃꯅꯤꯄꯨꯔꯒꯤ ꯃꯤꯌꯥꯝꯒꯤ ꯑꯣꯏꯅꯕ ꯊꯕꯛ ꯑꯃꯁꯨꯡ ꯍꯤꯔꯝ ꯑꯗꯨ ꯃꯤꯌꯥꯝꯅ ꯈꯉꯗꯨꯅ ꯂꯩꯔꯤ, ꯃꯈꯣꯌꯅ ꯋꯥꯐꯝ ꯑꯗꯨ ꯍꯥꯏꯗꯨꯅ ꯍꯧꯔꯦ ꯑꯃꯁꯨꯡ ꯑꯍꯣꯡꯕ ꯄꯨꯔꯛꯀꯅꯤ ꯍꯥꯌꯔꯦ. ꯃꯤꯌꯥꯝꯅ ꯊꯕꯛ ꯑꯁꯤ ꯃꯇꯝ ꯆꯥꯅ ꯇꯧꯒꯅꯤ ꯍꯥꯌꯅ ꯐꯣꯡꯗꯣꯛꯂꯦ ꯑꯃꯁꯨꯡ ꯂꯝꯕꯤ ꯑꯗꯨ ꯍꯤꯔꯝ ꯑꯃ ꯑꯣꯏꯅ ꯂꯧꯔꯦ. ꯅꯨꯃꯤꯠ ꯑꯁꯤꯗ ꯃꯤꯌꯥꯝ ꯀꯌꯥꯅ ꯊꯨꯡꯒꯅꯤ ꯍꯥꯌꯕ ꯋꯥꯐꯝ ꯑꯗꯨ ꯈꯉꯍꯜꯂꯦ.	[114, 420, 220, 501]
byline: ꯃꯃꯥꯡ ꯱ ꯗ	[526, 561, 552, 568]
column-rule	[402, 792, 403, 1032]
mid-story-2-col2: ꯏꯝꯐꯥꯜ, ꯐꯦꯕ꯭ꯔꯨꯋꯔꯤ ꯸ (ꯍꯤꯜꯅꯤꯌꯨꯖ) : ꯃꯅꯤꯄꯨꯔꯒꯤ ꯃꯤꯌꯥꯝꯒꯤ ꯑꯣꯏꯅꯕ ꯊꯕꯛ ꯑꯃꯁꯨꯡ ꯍꯤꯔꯝ ꯑꯗꯨ ꯃꯤꯌꯥꯝꯅ ꯈꯉꯗꯨꯅ ꯂꯩꯔꯤ, ꯃꯈꯣꯌꯅ ꯋꯥꯐꯝ ꯑꯗꯨ ꯍꯥꯏꯗꯨꯅ ꯍꯧꯔꯦ ꯑꯃꯁꯨꯡ ꯑꯍꯣꯡꯕ ꯄꯨꯔꯛꯀꯅꯤ ꯍꯥꯌꯔꯦ. ꯃꯤꯌꯥꯝꯅ ꯊꯕꯛ ꯑꯁꯤ ꯃꯇꯝ ꯆꯥꯅ ꯇꯧꯒꯅꯤ ꯍꯥꯌꯅ ꯐꯣꯡꯗꯣꯛꯂꯦ ꯑꯃꯁꯨꯡ ꯂꯝꯕꯤ ꯑꯗꯨ ꯍꯤꯔꯝ ꯑꯃ ꯑꯣꯏꯅ ꯂꯧꯔꯦ. ꯅꯨꯃꯤꯠ ꯑꯁꯤꯗ ꯃꯤꯌꯥꯝ ꯀꯌꯥꯅ ꯊꯨꯡꯒꯅꯤ ꯍꯥꯌꯕ ꯋꯥꯐꯝ ꯑꯗꯨ ꯈꯉꯍꯜꯂꯦ.	[404, 624, 498, 705]
masthead-meitei-big-left: ꯍꯨꯏꯌꯦꯟ	[10, 32, 166, 83]
left-story-1-body: ꯏꯝꯐꯥꯜ, ꯐꯦꯕ꯭ꯔꯨꯋꯔꯤ ꯸ (ꯍꯤꯜꯅꯤꯌꯨꯖ) : ꯃꯅꯤꯄꯨꯔꯒꯤ ꯃꯤꯌꯥꯝꯒꯤ ꯑꯣꯏꯅꯕ ꯊꯕꯛ ꯑꯃꯁꯨꯡ ꯍꯤꯔꯝ ꯑꯗꯨ ꯃꯤꯌꯥꯝꯅ ꯈꯉꯗꯨꯅ ꯂꯩꯔꯤ, ꯃꯈꯣꯌꯅ ꯋꯥꯐꯝ ꯑꯗꯨ ꯍꯥꯏꯗꯨꯅ ꯍꯧꯔꯦ ꯑꯃꯁꯨꯡ ꯑꯍꯣꯡꯕ ꯄꯨꯔꯛꯀꯅꯤ ꯍꯥꯌꯔꯦ. ꯃꯤꯌꯥꯝꯅ ꯊꯕꯛ ꯑꯁꯤ ꯃꯇꯝ ꯆꯥꯅ ꯇꯧꯒꯅꯤ ꯍꯥꯌꯅ ꯐꯣꯡꯗꯣꯛꯂꯦ ꯑꯃꯁꯨꯡ ꯂꯝꯕꯤ ꯑꯗꯨ ꯍꯤꯔꯝ ꯑꯃ ꯑꯣꯏꯅ ꯂꯧꯔꯦ. ꯅꯨꯃꯤꯠ ꯑꯁꯤꯗ ꯃꯤꯌꯥꯝ ꯀꯌꯥꯅ ꯊꯨꯡꯒꯅꯤ ꯍꯥꯌꯕ ꯋꯥꯐꯝ ꯑꯗꯨ ꯈꯉꯍꯜꯂꯦ.	[4, 306, 106, 387]
website[interactable]: www.hueiyenlanpao.com	[535, 222, 618, 231]
row3-story-1-col1: ꯏꯝꯐꯥꯜ, ꯐꯦꯕ꯭ꯔꯨꯋꯔꯤ ꯸ (ꯍꯤꯜꯅꯤꯌꯨꯖ) : ꯃꯅꯤꯄꯨꯔꯒꯤ ꯃꯤꯌꯥꯝꯒꯤ ꯑꯣꯏꯅꯕ ꯊꯕꯛ ꯑꯃꯁꯨꯡ ꯍꯤꯔꯝ ꯑꯗꯨ ꯃꯤꯌꯥꯝꯅ ꯈꯉꯗꯨꯅ ꯂꯩꯔꯤ, ꯃꯈꯣꯌꯅ ꯋꯥꯐꯝ ꯑꯗꯨ ꯍꯥꯏꯗꯨꯅ ꯍꯧꯔꯦ ꯑꯃꯁꯨꯡ ꯑꯍꯣꯡꯕ ꯄꯨꯔꯛꯀꯅꯤ ꯍꯥꯌꯔꯦ. ꯃꯤꯌꯥꯝꯅ ꯊꯕꯛ ꯑꯁꯤ ꯃꯇꯝ ꯆꯥꯅ ꯇꯧꯒꯅꯤ ꯍꯥꯌꯅ ꯐꯣꯡꯗꯣꯛꯂꯦ ꯑꯃꯁꯨꯡ ꯂꯝꯕꯤ ꯑꯗꯨ ꯍꯤꯔꯝ ꯑꯃ ꯑꯣꯏꯅ ꯂꯧꯔꯦ. ꯅꯨꯃꯤꯠ ꯑꯁꯤꯗ ꯃꯤꯌꯥꯝ ꯀꯌꯥꯅ ꯊꯨꯡꯒꯅꯤ ꯍꯥꯌꯕ ꯋꯥꯐꯝ ꯑꯗꯨ ꯈꯉꯍꯜꯂꯦ.	[114, 840, 204, 930]
left-headline-2: ꯃꯅꯤꯄꯨꯔ ꯲ ꯊꯥꯒꯤ ꯃꯅꯨꯡꯗ ꯊꯧꯔꯝ ꯄꯥꯡꯊꯣꯛꯀꯅꯤ	[4, 548, 100, 571]
footer-bar: ꯍ-ꯑꯣꯕꯥꯔ ꯃꯔꯝ ꯍꯨꯏꯌꯦꯟ ꯂꯥꯟꯄꯥꯎ ꯑꯣꯐꯤꯁ ꯊꯣꯡꯗ ꯐꯣꯟ 0385-2451904, 2450208 ꯑꯦꯗꯚꯥꯔꯇꯥꯏꯖꯃꯦꯟꯇ 0385-2451904, 2454008 ꯍꯨꯏꯌꯦꯟ ꯂꯥꯟꯄꯥꯎ ꯑꯣꯐꯤꯁ ꯊꯣꯡꯗ +91-(0) 9862823636	[0, 1211, 803, 1228]
person-figure	[130, 128, 156, 217]
